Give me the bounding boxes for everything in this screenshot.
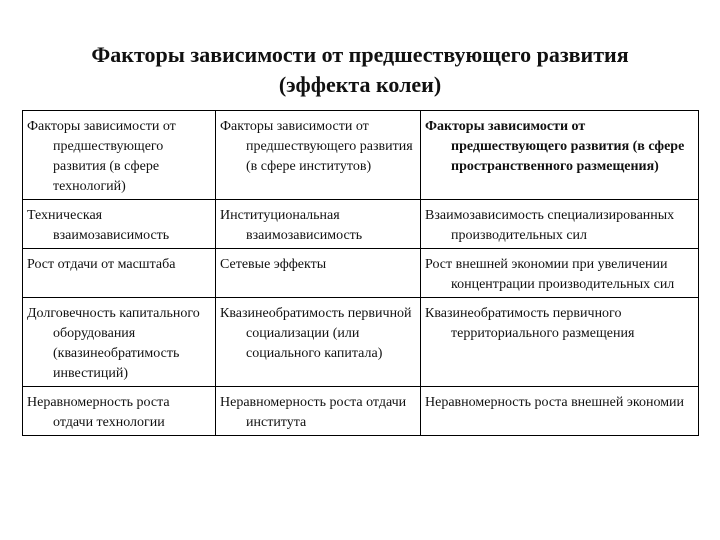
table-cell (421, 200, 699, 249)
table-row (23, 249, 699, 298)
table-cell (23, 200, 216, 249)
table-cell (23, 298, 216, 387)
header-technologies: Факторы зависимости от предшествующего развития (в сфере технологий) (27, 119, 176, 194)
factors-table (22, 110, 699, 436)
cell-text: Рост внешней экономии при увеличении концентрации производительных сил (425, 257, 675, 292)
title-line-2: (эффекта колеи) (278, 72, 442, 97)
table-cell (216, 249, 421, 298)
cell-text: Сетевые эффекты (220, 257, 327, 272)
cell-text: Неравномерность роста отдачи технологии (27, 395, 170, 430)
cell-text: Квазинеобратимость первичной социализации (или социального капитала) (220, 306, 412, 361)
table-row (23, 387, 699, 436)
cell-text: Институциональная взаимозависимость (220, 208, 363, 243)
cell-text: Квазинеобратимость первичного территориального размещения (425, 306, 635, 341)
table-cell (421, 387, 699, 436)
cell-text: Неравномерность роста внешней экономии (425, 395, 685, 410)
cell-text: Техническая взаимозависимость (27, 208, 170, 243)
header-institutions: Факторы зависимости от предшествующего развития (в сфере институтов) (220, 119, 413, 174)
cell-text: Рост отдачи от масштаба (27, 257, 176, 272)
cell-text: Неравномерность роста отдачи института (220, 395, 407, 430)
table-cell (421, 249, 699, 298)
title-line-1: Факторы зависимости от предшествующего развития (91, 42, 629, 67)
table-cell (216, 387, 421, 436)
header-spatial: Факторы зависимости от предшествующего развития (в сфере пространственного размещения) (425, 119, 685, 174)
cell-text: Долговечность капитального оборудования (квазинеобратимость инвестиций) (27, 306, 200, 381)
table-cell (23, 249, 216, 298)
table-cell (216, 200, 421, 249)
table-row (23, 298, 699, 387)
table-cell (23, 387, 216, 436)
table-cell (23, 111, 216, 200)
table-cell (216, 111, 421, 200)
slide-title (0, 40, 720, 100)
table-header-row (23, 111, 699, 200)
cell-text: Взаимозависимость специализированных производительных сил (425, 208, 675, 243)
table-cell (421, 298, 699, 387)
table-cell (216, 298, 421, 387)
table-cell (421, 111, 699, 200)
table-row (23, 200, 699, 249)
